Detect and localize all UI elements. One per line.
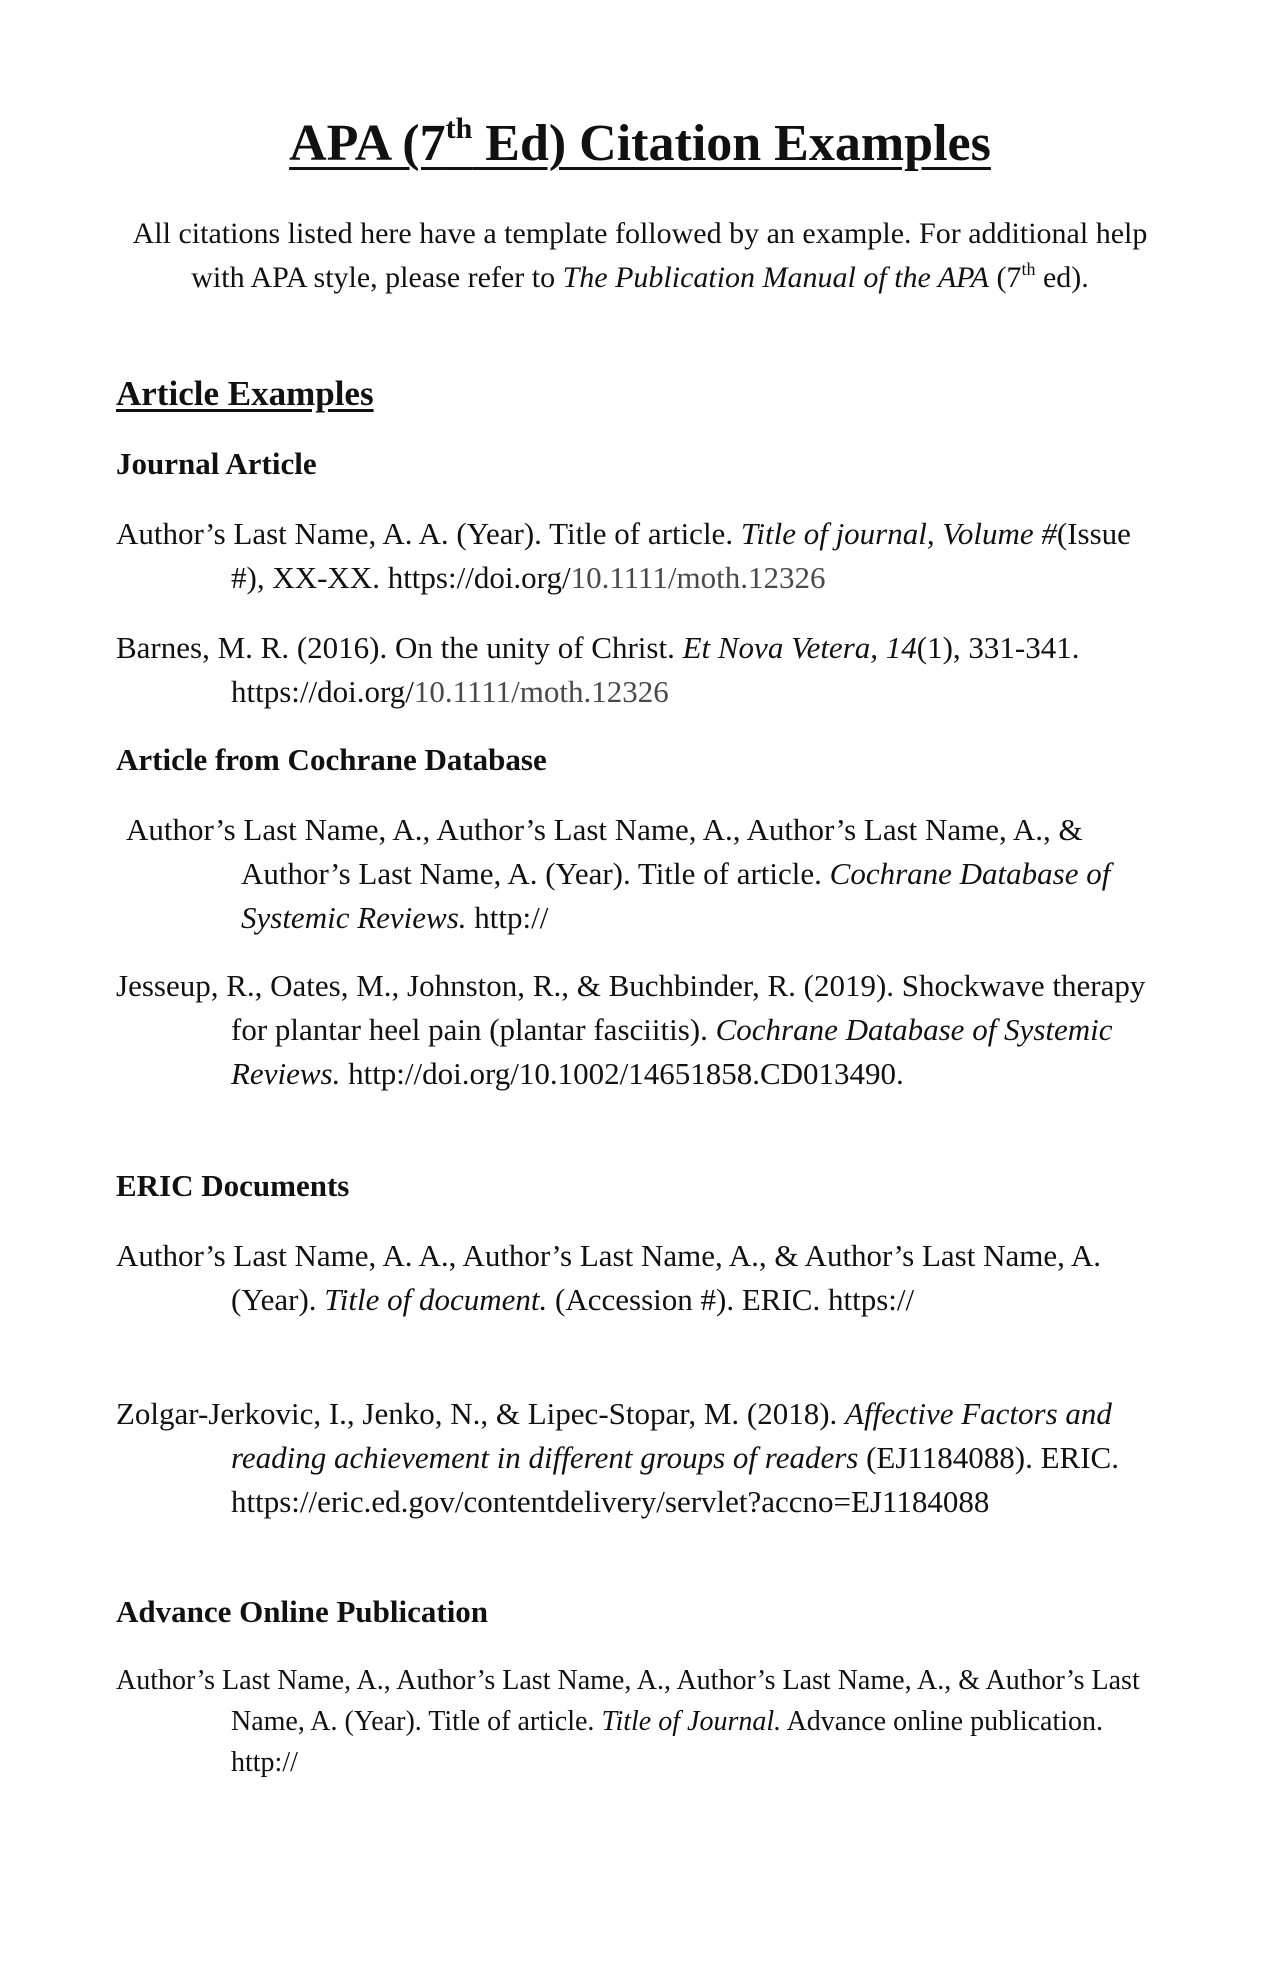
page-title: APA (7th Ed) Citation Examples bbox=[289, 112, 991, 172]
citation-example-journal: Barnes, M. R. (2016). On the unity of Christ. Et Nova Vetera, 14(1), 331-341. https://doi.org/10.1111/moth.12326 bbox=[116, 630, 1080, 709]
subheading-eric: ERIC Documents bbox=[116, 1168, 350, 1203]
subheading-cochrane: Article from Cochrane Database bbox=[116, 742, 547, 777]
section-heading-article-examples: Article Examples bbox=[116, 374, 374, 413]
citation-example-eric: Zolgar-Jerkovic, I., Jenko, N., & Lipec-Stopar, M. (2018). Affective Factors and reading achievement in different groups of readers (EJ1184088). ERIC. https://eric.ed.gov/contentdelivery/servlet?accno=EJ1184088 bbox=[116, 1396, 1119, 1519]
citation-example-cochrane: Jesseup, R., Oates, M., Johnston, R., & Buchbinder, R. (2019). Shockwave therapy for plantar heel pain (plantar fasciitis). Cochrane Database of Systemic Reviews. http://doi.org/10.1002/14651858.CD013490. bbox=[116, 968, 1146, 1091]
intro-paragraph: All citations listed here have a template followed by an example. For additional help with APA style, please refer to The Publication Manual of the APA (7th ed). bbox=[132, 217, 1148, 294]
citation-template-advance-online: Author’s Last Name, A., Author’s Last Name, A., Author’s Last Name, A., & Author’s Last Name, A. (Year). Title of article. Title of Journal. Advance online publication. http:// bbox=[116, 1665, 1140, 1778]
citation-template-cochrane: Author’s Last Name, A., Author’s Last Name, A., Author’s Last Name, A., & Author’s Last Name, A. (Year). Title of article. Cochrane Database of Systemic Reviews. http:// bbox=[126, 812, 1111, 935]
subheading-journal-article: Journal Article bbox=[116, 446, 317, 481]
subheading-advance-online: Advance Online Publication bbox=[116, 1594, 489, 1629]
citation-template-eric: Author’s Last Name, A. A., Author’s Last Name, A., & Author’s Last Name, A. (Year). Title of document. (Accession #). ERIC. https:// bbox=[116, 1238, 1102, 1317]
citation-template-journal: Author’s Last Name, A. A. (Year). Title of article. Title of journal, Volume #(Issue #), XX-XX. https://doi.org/10.1111/moth.12326 bbox=[116, 516, 1131, 595]
